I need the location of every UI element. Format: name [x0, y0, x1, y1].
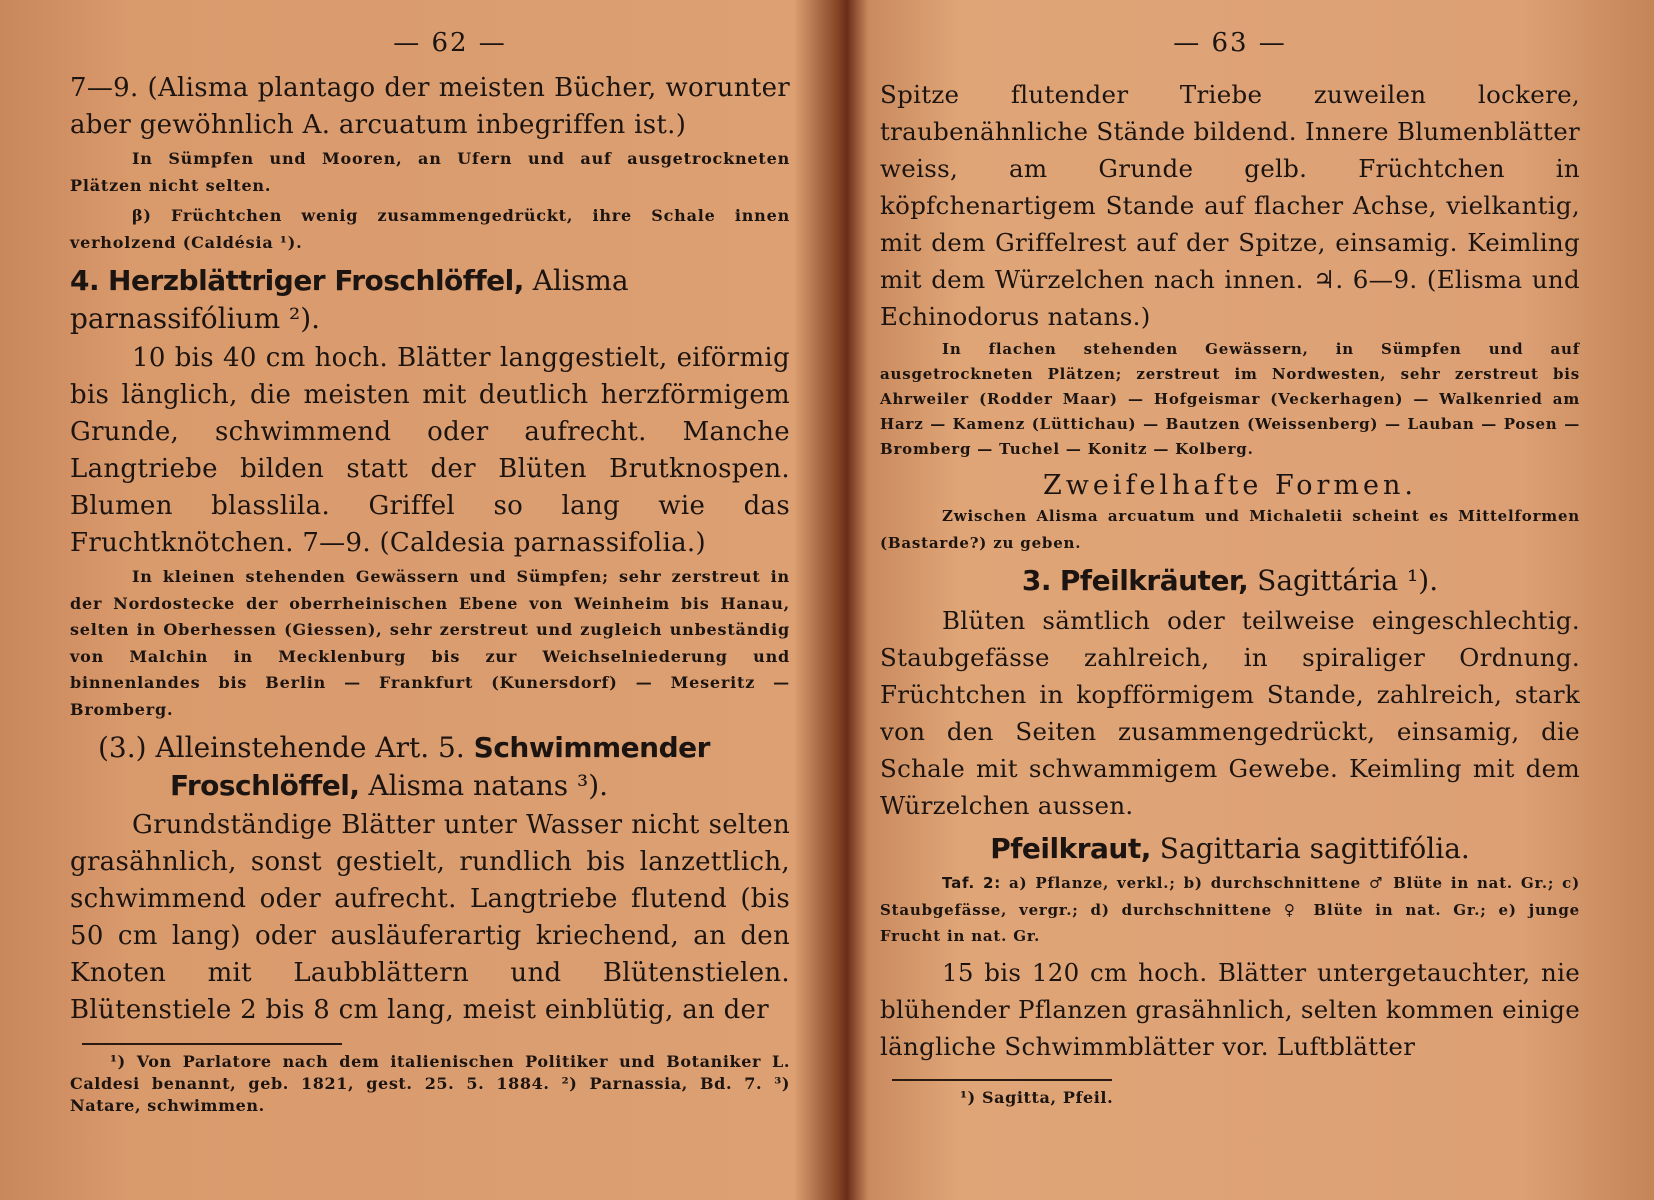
right-page	[880, 0, 1580, 1200]
footnote-rule	[82, 1043, 342, 1045]
footnote-rule	[892, 1079, 1112, 1081]
paragraph: 7—9. (Alisma plantago der meisten Bücher, worunter aber gewöhnlich A. arcuatum inbegriffen ist.)	[70, 73, 790, 140]
species-latin: Sagittaria sagittifólia.	[1159, 832, 1470, 865]
genus-name-bold: Pfeilkräuter,	[1059, 564, 1249, 597]
habitat-note: In flachen stehenden Gewässern, in Sümpfen und auf ausgetrockneten Plätzen; zerstreut im Nordwesten, sehr zerstreut bis Ahrweiler (Rodder Maar) — Hofgeismar (Veckerhagen) — Walkenried am Harz — Kamenz (Lüttichau) — Bautzen (Weissenberg) — Lauban — Posen — Bromberg — Tuchel — Konitz — Kolberg.	[880, 340, 1580, 458]
plate-caption	[880, 870, 1580, 950]
paragraph: Blüten sämtlich oder teilweise eingeschlechtig. Staubgefässe zahlreich, in spiraliger Ordnung. Früchtchen in kopfförmigem Stande, zahlreich, stark von den Seiten zusammengedrückt, einsamig, die Schale mit schwammigem Gewebe. Keimling mit dem Würzelchen aussen.	[880, 606, 1580, 820]
paragraph: Grundständige Blätter unter Wasser nicht selten grasähnlich, sonst gestielt, rundlich bis lanzettlich, schwimmend oder aufrecht. Langtriebe flutend (bis 50 cm lang) oder ausläuferartig kriechend, an den Knoten mit Laubblättern und Blütenstielen. Blütenstiele 2 bis 8 cm lang, meist einblütig, an der	[70, 810, 790, 1025]
species-latin: Alisma parnassifólium ²).	[70, 264, 629, 335]
genus-number: 3.	[1021, 564, 1051, 597]
species-name-bold: Pfeilkraut,	[990, 832, 1151, 865]
footnote: ¹) Von Parlatore nach dem italienischen Politiker und Botaniker L. Caldesi benannt, geb. 1821, gest. 25. 5. 1884. ²) Parnassia, Bd. 7. ³) Natare, schwimmen.	[70, 1052, 790, 1115]
left-page	[70, 0, 790, 1200]
species-name-bold: Schwimmender	[473, 731, 710, 764]
section-heading: Zweifelhafte Formen.	[1043, 470, 1417, 501]
species-heading	[70, 729, 790, 805]
page-number-right: — 63 —	[1173, 28, 1287, 58]
species-name-bold: Froschlöffel,	[170, 769, 360, 802]
page-number-left: — 62 —	[393, 28, 507, 58]
species-heading	[880, 830, 1580, 868]
habitat-note: Zwischen Alisma arcuatum und Michaletii scheint es Mittelformen (Bastarde?) zu geben.	[880, 507, 1580, 552]
paragraph: 15 bis 120 cm hoch. Blätter untergetauchter, nie blühender Pflanzen grasähnlich, selten kommen einige längliche Schwimmblätter vor. Luftblätter	[880, 957, 1580, 1061]
paragraph: Spitze flutender Triebe zuweilen lockere, traubenähnliche Stände bildend. Innere Blumenblätter weiss, am Grunde gelb. Früchtchen in köpfchenartigem Stande auf flacher Achse, vielkantig, mit dem Griffelrest auf der Spitze, einsamig. Keimling mit dem Würzelchen nach innen. ♃. 6—9. (Elisma und Echinodorus natans.)	[880, 80, 1580, 331]
genus-latin: Sagittária ¹).	[1257, 564, 1439, 597]
species-number: 4.	[70, 264, 100, 297]
genus-heading	[880, 562, 1580, 600]
species-heading	[70, 262, 790, 338]
species-latin: Alisma natans ³).	[368, 769, 609, 802]
habitat-note: In kleinen stehenden Gewässern und Sümpfen; sehr zerstreut in der Nordostecke der oberrheinischen Ebene von Weinheim bis Hanau, selten in Oberhessen (Giessen), sehr zerstreut und zugleich unbeständig von Malchin in Mecklenburg bis zur Weichselniederung und binnenlandes bis Berlin — Frankfurt (Kunersdorf) — Meseritz — Bromberg.	[70, 567, 790, 719]
paragraph: 10 bis 40 cm hoch. Blätter langgestielt, eiförmig bis länglich, die meisten mit deutlich herzförmigem Grunde, schwimmend oder aufrecht. Manche Langtriebe bilden statt der Blüten Brutknospen. Blumen blasslila. Griffel so lang wie das Fruchtknötchen. 7—9. (Caldesia parnassifolia.)	[70, 343, 790, 558]
footnote: ¹) Sagitta, Pfeil.	[960, 1087, 1114, 1107]
plate-text: a) Pflanze, verkl.; b) durchschnittene ♂ Blüte in nat. Gr.; c) Staubgefässe, vergr.; d) durchschnittene ♀ Blüte in nat. Gr.; e) junge Frucht in nat. Gr.	[880, 874, 1580, 945]
habitat-note: β) Früchtchen wenig zusammengedrückt, ihre Schale innen verholzend (Caldésia ¹).	[70, 206, 790, 252]
group-prefix: (3.) Alleinstehende Art. 5.	[98, 731, 465, 764]
plate-label: Taf. 2:	[942, 874, 1002, 892]
species-name-bold: Herzblättriger Froschlöffel,	[108, 264, 524, 297]
habitat-note: In Sümpfen und Mooren, an Ufern und auf ausgetrockneten Plätzen nicht selten.	[70, 149, 790, 195]
